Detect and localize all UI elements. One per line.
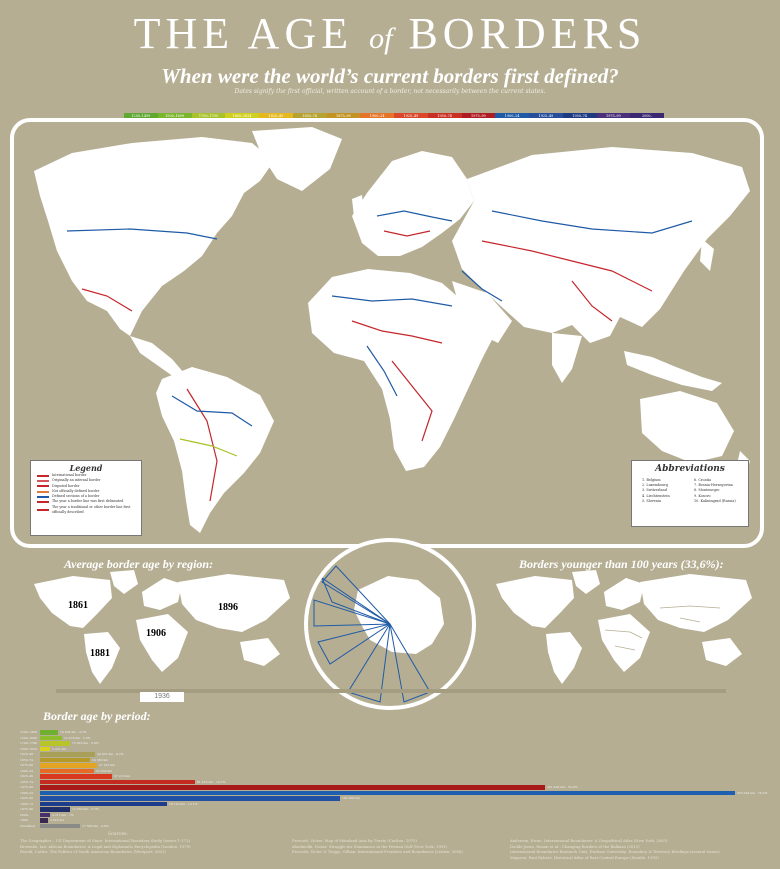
page-title [0,8,780,59]
period-bar-row [20,752,760,756]
region-value-africa: 1906 [146,628,166,639]
period-swatch-15: 2000– [630,113,664,119]
legend-rows [31,473,141,515]
page-note: Dates signify the first official, written account of a border, not necessarily between the current states. [234,88,546,95]
period-bar-label: 1700–1799 [20,741,37,745]
period-swatch-14: 1975–99 [597,113,631,119]
young-europe [604,578,644,610]
period-bar-value: 27 012 km [99,763,116,767]
period-swatch-13: 1950–74 [563,113,597,119]
region-australia [240,638,280,666]
period-bar [40,813,50,818]
period-bar [40,730,58,735]
period-swatch-8: 1925–49 [394,113,428,119]
young-asia [640,574,752,632]
sources-section [0,832,780,869]
legend-item [31,505,141,516]
young-greenland [572,570,600,594]
period-bar [40,780,195,785]
period-swatch-10: 1975–99 [462,113,496,119]
period-bar-label: 1975–99 [20,785,33,789]
uk-landmass [352,195,364,217]
period-bar-value: 37 210 km [114,774,131,778]
period-swatch-5: 1850–74 [293,113,327,119]
legend-swatch [37,480,49,482]
period-bar-label: 1900–24 [20,768,33,773]
period-bar-row [20,824,760,828]
young-africa [598,614,650,672]
period-bar-row [20,790,768,795]
period-bar [40,818,48,823]
antarctica-map [308,542,472,706]
legend-label: Originally an internal border [52,478,101,483]
greenland-landmass [252,127,342,191]
period-bar-label: Unsettled [20,823,35,828]
period-bar-value: 59 120 km · 13.1% [169,801,198,806]
legend-heading: Legend [69,463,103,473]
abbreviation-item: 7. Bosnia-Herzegovina [694,483,733,488]
source-entry: Prescott, Victor: Map of Mainland Asia by Treaty (Carlton, 1975) [292,838,418,843]
abbreviation-item: 4. Liechtenstein [642,493,670,498]
period-bar-value: 10 904 km · 4.2% [60,730,87,734]
legend-swatch [37,491,49,493]
region-value-south-america: 1881 [90,648,110,659]
period-bar [40,802,167,807]
period-bar-row [20,758,760,762]
period-bar [40,747,50,752]
period-swatch-4: 1825–49 [259,113,293,119]
period-bar-row [20,769,760,773]
japan-landmass [700,239,714,271]
north-america-landmass [34,137,274,336]
source-entry: Anderson, Ewan: International Boundaries: A Geopolitical Atlas (New York, 2003) [510,838,668,843]
period-bar-row [20,736,760,740]
period-bar-value: 81 455 km · 19.7% [197,779,226,784]
period-bar-label: 1825–49 [20,752,33,756]
legend-label: Defined sections of a border [52,494,100,499]
period-bar-value: 2 016 km [50,818,65,822]
australia-landmass [640,391,734,463]
period-bar-label: 1925–49 [20,796,33,800]
period-bar-value: 142 800 km [342,796,361,800]
period-bar-label: 1975–99 [20,807,33,811]
period-bar-label: 1950–74 [20,779,33,784]
period-swatch-11: 1900–24 [495,113,529,119]
period-bar-value: 17 580 km · 4.0% [82,823,109,828]
title-of: of [369,22,393,55]
source-entry: Magocsi, Paul Robert: Historical Atlas of East Central Europe (Seattle, 1993) [510,854,659,860]
period-bar-value: 25 438 km [96,768,113,773]
period-swatch-9: 1950–74 [428,113,462,119]
region-value-antarctica: 1936 [140,692,184,702]
southeast-asia-islands [624,351,722,391]
period-bar-label: 1925–49 [20,774,33,778]
abbreviation-item: 5. Slovenia [642,498,661,503]
period-bar-value: 24 631 km · 9.2% [97,752,124,756]
period-bar-label: 1990– [20,818,30,822]
period-bar [40,774,112,779]
abbreviation-item: 6. Croatia [694,478,712,482]
young-north-america [496,576,574,628]
period-bar-label: 1200–1499 [20,730,37,734]
abbreviations-heading: Abbreviations [655,464,725,474]
source-entry: Alaolmolki, Nozar: Struggle for Dominance in the Persian Gulf (New York, 1991) [292,843,448,849]
abbreviation-item: 1. Belgium [642,478,661,482]
period-bar-label: 1900–24 [20,790,33,795]
period-bar-value: 4 211 km · 1% [52,812,74,817]
south-america-landmass [156,367,274,533]
page-subtitle: When were the world’s current borders first defined? [161,64,619,88]
legend-label: The year a border line was first delineated [52,499,124,504]
period-swatch-3: 1800–1824 [225,113,259,119]
period-heading: Border age by period: [43,709,151,723]
abbreviation-item: 2. Luxembourg [642,483,669,488]
period-bar-label: 1800–1824 [20,746,37,751]
period-bar-row [20,813,760,817]
legend-swatch [37,509,49,511]
period-bar-row [20,780,760,784]
region-africa [136,614,188,672]
period-bar-value: 261 400 km · 59.9% [547,785,578,789]
period-swatch-1: 1500–1699 [158,113,192,119]
period-bar-value: 19 380 km [92,757,109,762]
young-south-america [546,632,582,684]
central-america-landmass [130,336,184,377]
title-main-right: BORDERS [408,9,647,58]
period-bar-row [20,730,760,734]
period-swatch-12: 1925–49 [529,113,563,119]
region-europe [142,578,182,610]
period-bar-label: 1850–74 [20,757,33,762]
source-entry: Prescott, Victor & Triggs, Gillian: International Frontiers and Boundaries (Leiden, 2008) [292,849,463,854]
period-bar-label: 1950–74 [20,801,33,806]
period-bar-row [20,763,760,767]
region-value-asia: 1896 [218,602,238,613]
abbreviations-right-column [694,478,746,504]
legend-label: The year a traditional or other border line first officially described [52,504,131,515]
young-australia [702,638,742,666]
antarctica-circle [304,538,476,710]
source-entry: International Boundaries Research Unit, Durham University: Boundary & Territory Briefings (several issues) [510,849,720,854]
legend-swatch [37,475,49,477]
abbreviation-item: 10. Kaliningrad (Russia) [694,498,736,503]
period-swatch-7: 1900–24 [360,113,394,119]
title-main-left: THE AGE [133,9,354,58]
period-bar [40,736,62,741]
period-bar-row [20,818,760,822]
period-bar [40,785,545,790]
period-bar-label: 2000– [20,812,30,817]
period-bar [40,763,97,768]
source-entry: Brownlie, Ian: African Boundaries: A Legal and Diplomatic Encyclopedia (London, 1979) [20,843,191,849]
legend-swatch [37,485,49,487]
period-bar [40,824,80,829]
period-bar-label: 1875–99 [20,763,33,767]
source-entry: Dodds-Jones, Ronan et al.: Changing Borders of the Balkans (2015) [510,843,640,849]
abbreviations-box [631,460,749,527]
india-landmass [552,333,582,383]
period-bar-value: 15 820 km · 5.9% [72,741,99,745]
legend-label: International border [52,473,87,477]
period-bar-value: 12 478 km · 5.0% [64,735,91,740]
abbreviation-item: 3. Switzerland [642,488,667,493]
period-bar-row [20,802,760,806]
abbreviation-item: 9. Kosovo [694,493,711,498]
period-bar-row [20,796,760,800]
period-bar-row [20,741,760,745]
legend-label: Disputed border [52,483,80,488]
region-age-map [28,568,298,688]
legend-label: Not officially defined border [52,488,100,493]
region-value-north-america: 1861 [68,600,88,611]
period-bar-row [20,785,760,789]
young-borders-map [490,568,760,688]
period-bar-row [20,747,760,751]
period-swatch-2: 1700–1799 [192,113,226,119]
period-bar-value: 323 004 km · 74.2% [737,790,768,795]
sources-heading: Sources: [108,832,128,837]
period-bar-value: 12 030 km · 2.7% [72,807,99,811]
legend-swatch [37,496,49,498]
period-bar-label: 1500–1699 [20,735,37,740]
abbreviation-item: 8. Montenegro [694,488,720,493]
period-bar-row [20,807,760,811]
period-swatch-6: 1875–99 [327,113,361,119]
region-greenland [110,570,138,594]
period-swatch-0: 1200–1499 [124,113,158,119]
period-bar [40,769,94,774]
legend-swatch [37,501,49,503]
period-bar-value: 5 221 km [52,746,67,751]
map-legend [30,460,142,536]
period-bar-row [20,774,760,778]
source-entry: The Geographer – US Department of State: International Boundary Study (issues 1-172) [20,838,191,843]
abbreviations-left-column [642,478,694,504]
period-bar [40,752,95,757]
period-bar [40,791,735,796]
source-entry: Parodi, Carlos: The Politics of South American Boundaries (Westport, 2002) [20,849,166,854]
period-bar [40,758,90,763]
region-heading: Average border age by region: [64,557,214,571]
young-borders-heading: Borders younger than 100 years (33,6%): [519,557,724,571]
